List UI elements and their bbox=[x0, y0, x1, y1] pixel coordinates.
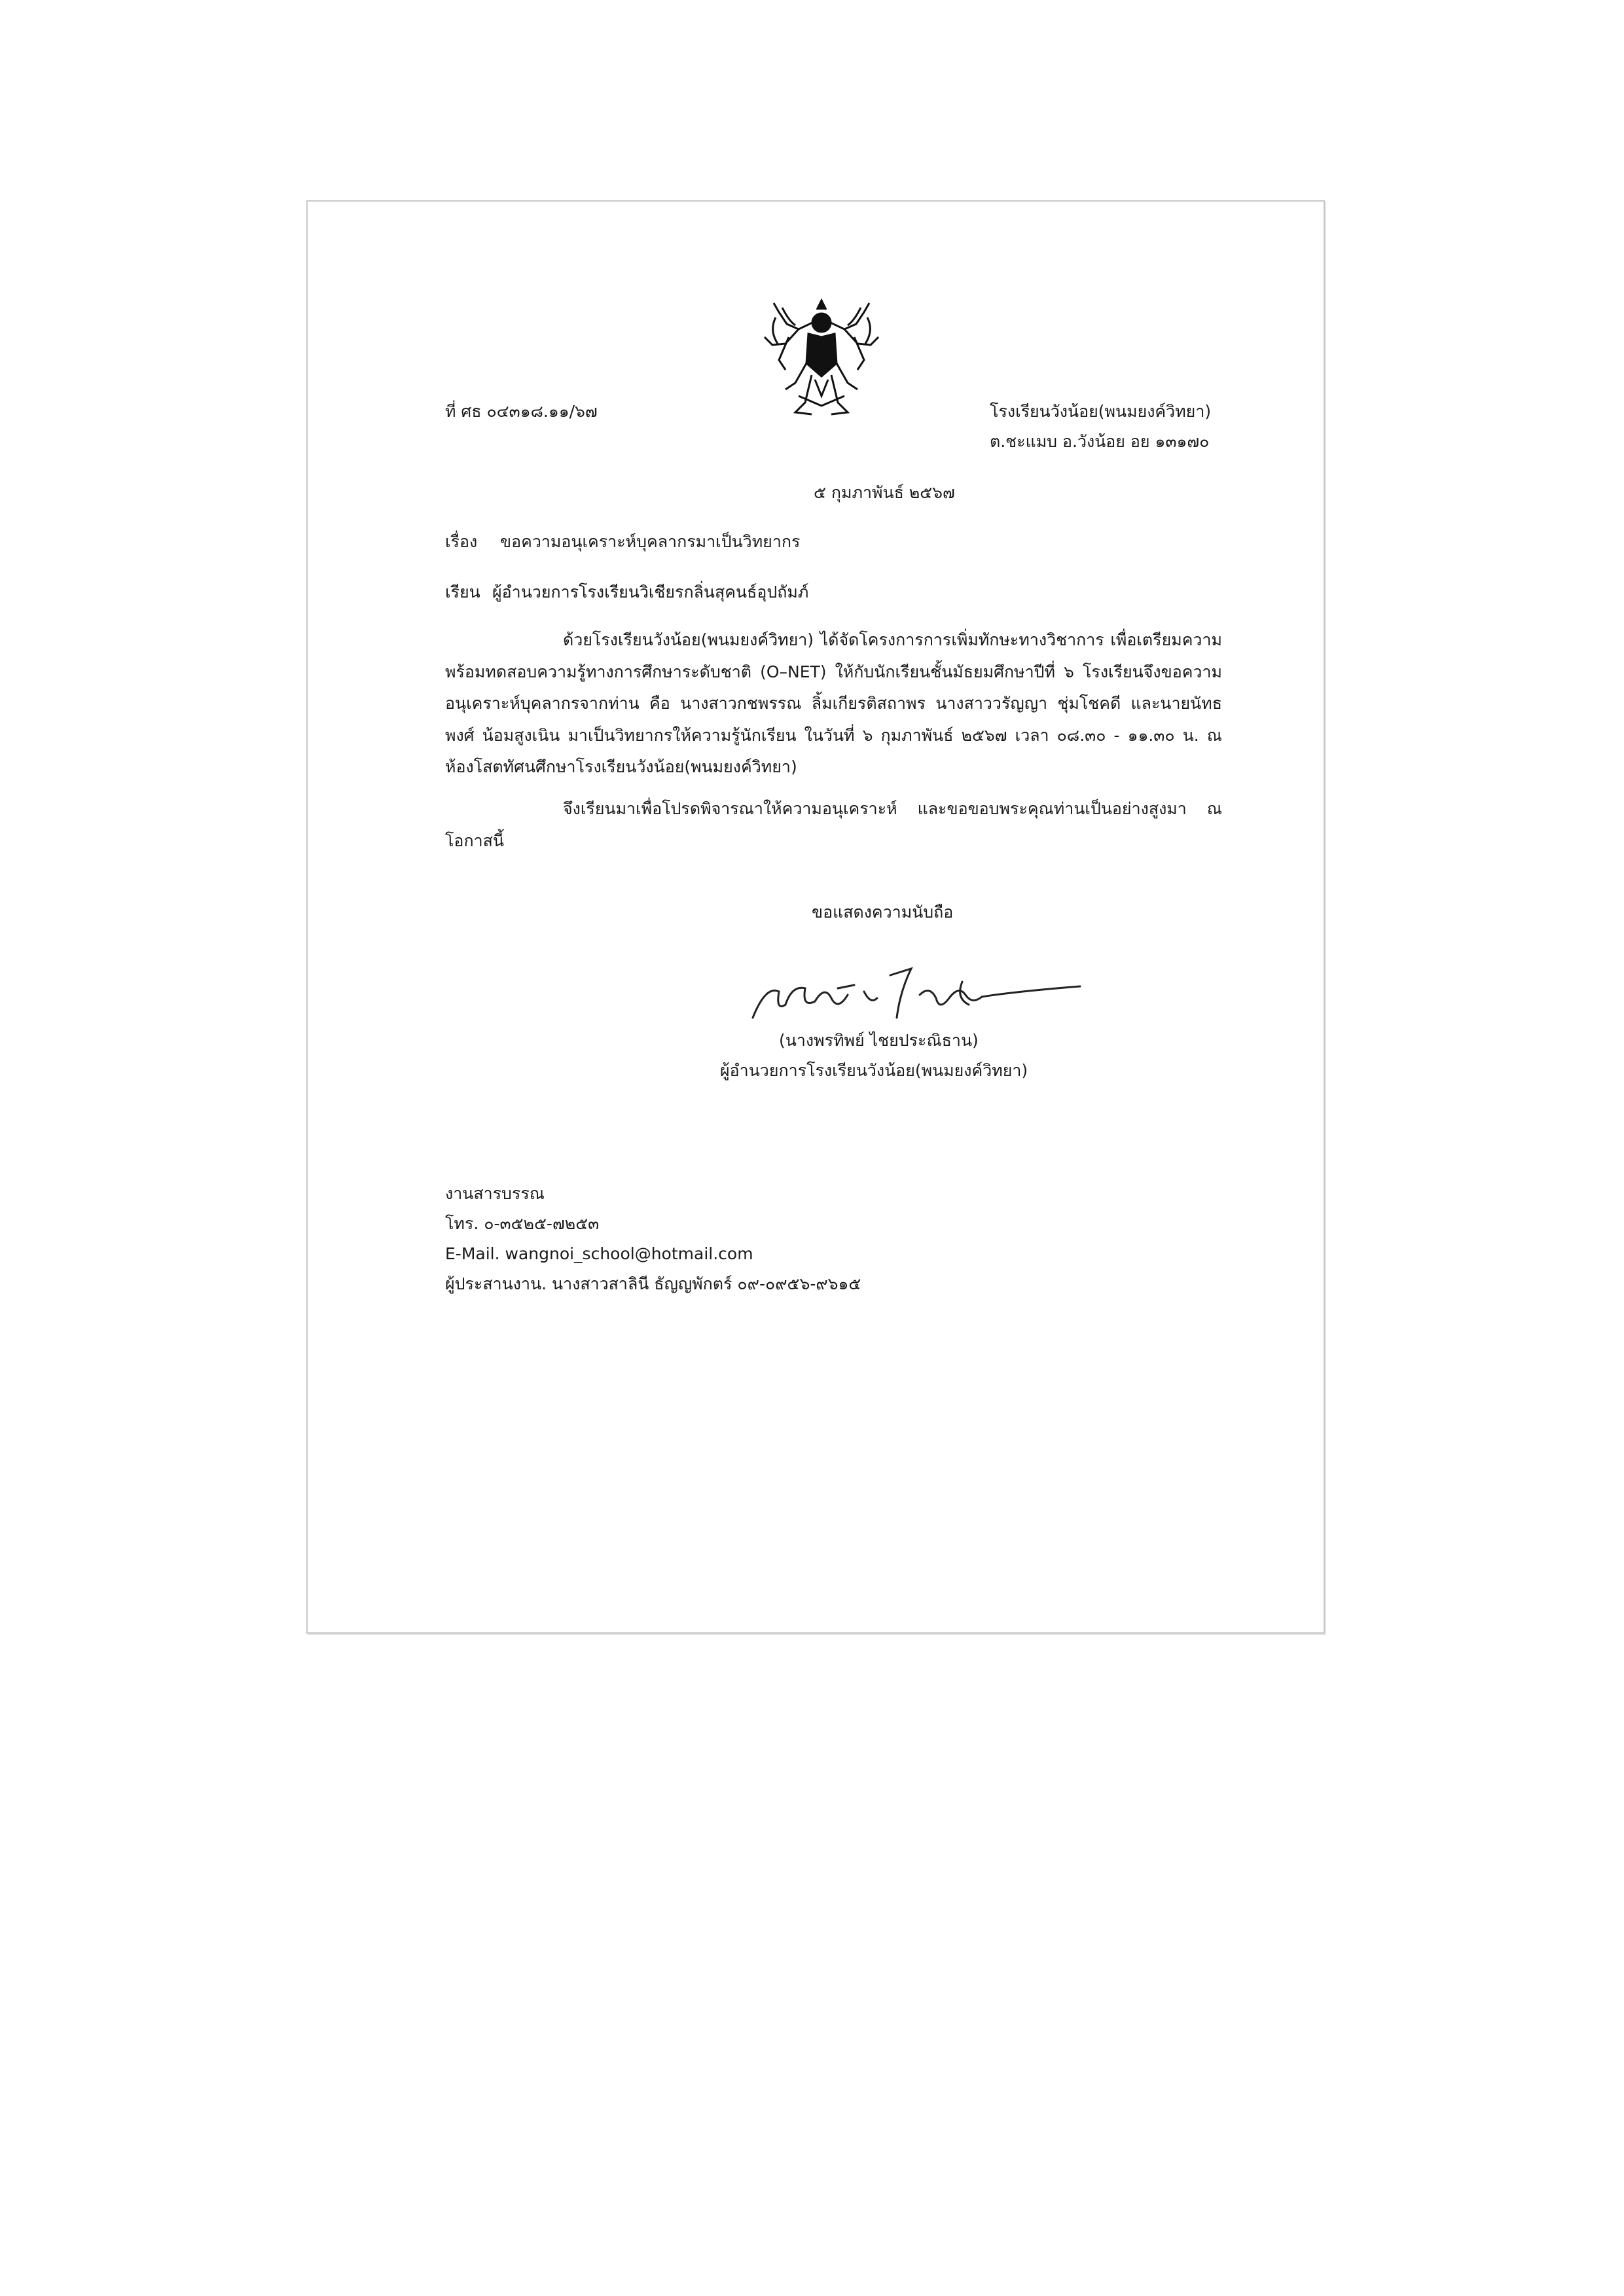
recipient-label: เรียน bbox=[445, 583, 480, 601]
reference-number: ที่ ศธ ๐๔๓๑๘.๑๑/๖๗ bbox=[445, 402, 598, 421]
closing-phrase: ขอแสดงความนับถือ bbox=[812, 903, 954, 922]
footer-email: E-Mail. wangnoi_school@hotmail.com bbox=[445, 1244, 753, 1263]
handwritten-signature bbox=[740, 959, 1093, 1028]
garuda-emblem-icon bbox=[759, 298, 884, 422]
footer-department: งานสารบรรณ bbox=[445, 1184, 545, 1203]
subject-label: เรื่อง bbox=[445, 532, 478, 551]
footer-phone: โทร. ๐-๓๕๒๕-๗๒๕๓ bbox=[445, 1214, 600, 1233]
body-paragraph-1: ด้วยโรงเรียนวังน้อย(พนมยงค์วิทยา) ได้จัดโครงการการเพิ่มทักษะทางวิชาการ เพื่อเตรียมความพร้อมทดสอบความรู้ทางการศึกษาระดับชาติ (O–NET) ให้กับนักเรียนชั้นมัธยมศึกษาปีที่ ๖ โรงเรียนจึงขอความอนุเคราะห์บุคลากรจากท่าน คือ นางสาวกชพรรณ ลิ้มเกียรติสถาพร นางสาววรัญญา ชุ่มโชคดี และนายนัทธพงศ์ น้อมสูงเนิน มาเป็นวิทยากรให้ความรู้นักเรียน ในวันที่ ๖ กุมภาพันธ์ ๒๕๖๗ เวลา ๐๘.๓๐ - ๑๑.๓๐ น. ณ ห้องโสตทัศนศึกษาโรงเรียนวังน้อย(พนมยงค์วิทยา) bbox=[445, 630, 1222, 776]
sender-address: ต.ชะแมบ อ.วังน้อย อย ๑๓๑๗๐ bbox=[990, 432, 1210, 451]
signer-title: ผู้อำนวยการโรงเรียนวังน้อย(พนมยงค์วิทยา) bbox=[720, 1061, 1028, 1080]
signer-name: (นางพรทิพย์ ไชยประณิธาน) bbox=[779, 1031, 979, 1050]
letter-date: ๕ กุมภาพันธ์ ๒๕๖๗ bbox=[814, 483, 955, 502]
subject-text: ขอความอนุเคราะห์บุคลากรมาเป็นวิทยากร bbox=[500, 532, 801, 551]
recipient-text: ผู้อำนวยการโรงเรียนวิเชียรกลิ่นสุคนธ์อุปถัมภ์ bbox=[492, 583, 809, 601]
footer-coordinator: ผู้ประสานงาน. นางสาวสาลินี ธัญญพักตร์ ๐๙-๐๙๕๖-๙๖๑๕ bbox=[445, 1274, 861, 1293]
body-paragraph-2: จึงเรียนมาเพื่อโปรดพิจารณาให้ความอนุเคราะห์ และขอขอบพระคุณท่านเป็นอย่างสูงมา ณ โอกาสนี้ bbox=[445, 799, 1222, 850]
sender-name: โรงเรียนวังน้อย(พนมยงค์วิทยา) bbox=[990, 402, 1212, 421]
